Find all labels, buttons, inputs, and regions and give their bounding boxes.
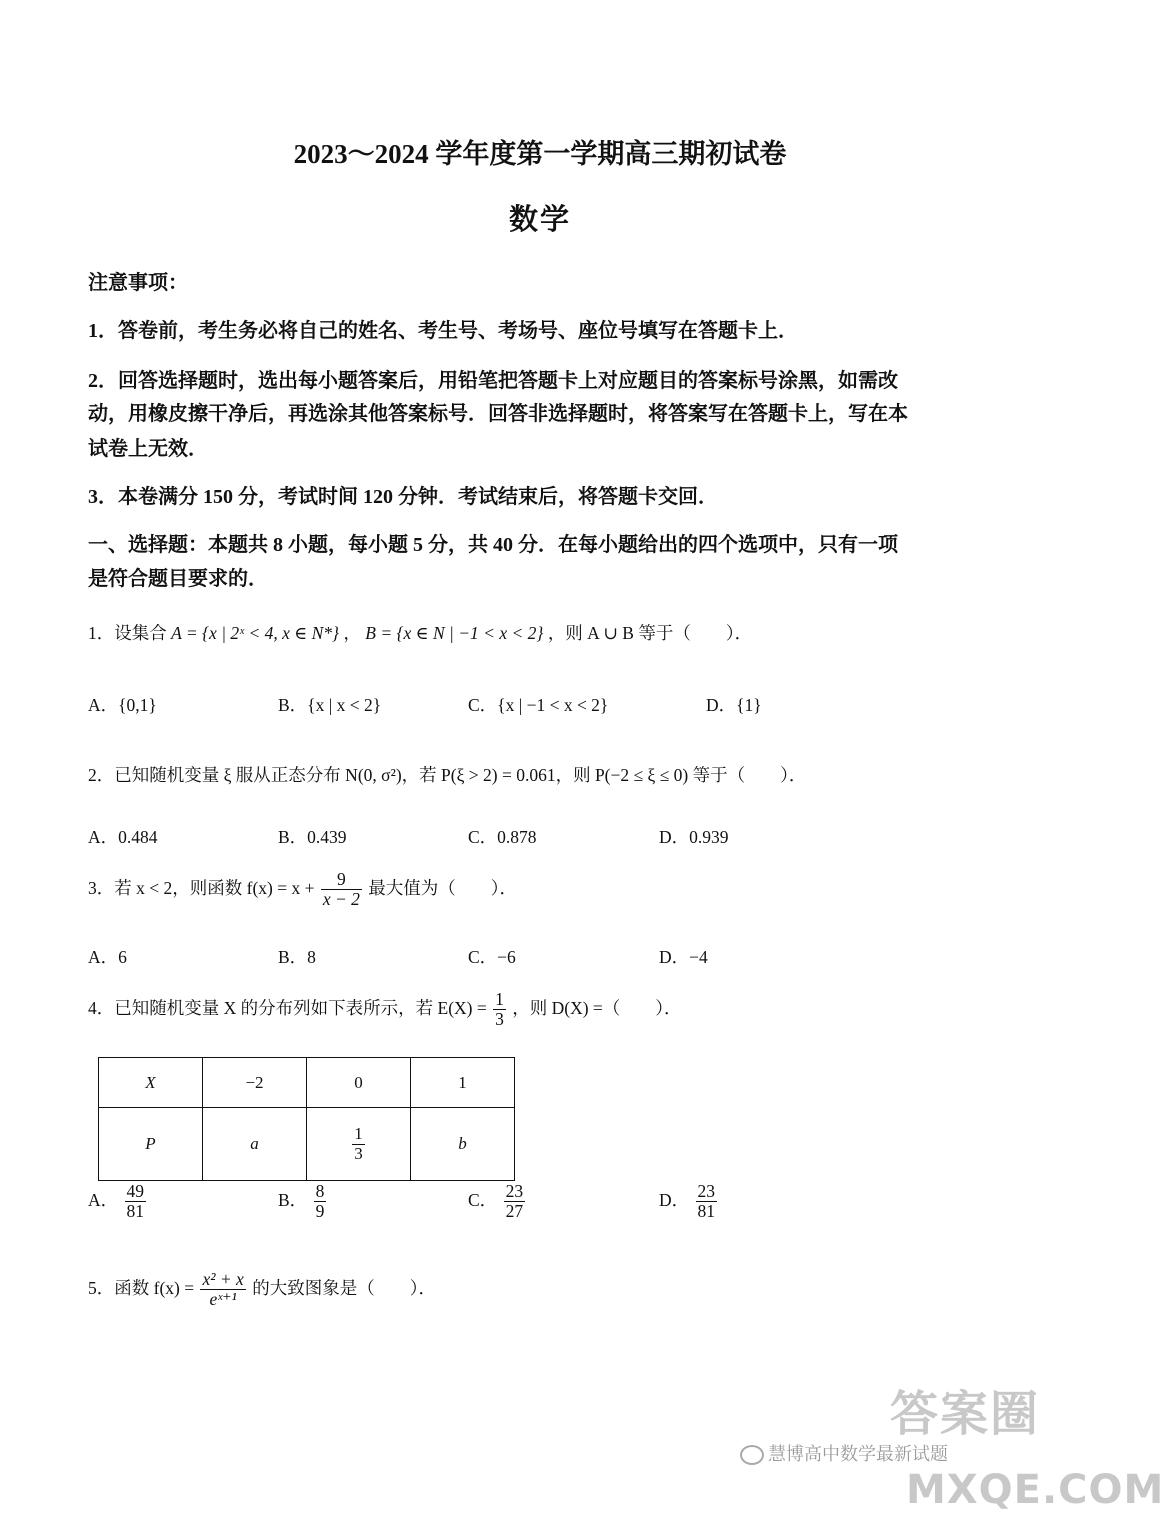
- table-row: [99, 1058, 515, 1108]
- distribution-table: [98, 1057, 515, 1181]
- option-denominator: 27: [505, 1201, 524, 1222]
- question-4-option-a: [88, 1182, 148, 1222]
- question-4-fraction-numerator: 1: [495, 989, 504, 1009]
- table-fraction-denominator: 3: [354, 1143, 363, 1163]
- question-3-fraction: [321, 870, 362, 910]
- question-1-tail: ，则 A ∪ B 等于（ ）．: [547, 623, 753, 643]
- notice-heading: 注意事项：: [88, 272, 188, 294]
- table-cell: P: [99, 1108, 203, 1181]
- wechat-account-name: 慧博高中数学最新试题: [768, 1444, 948, 1465]
- section-1-line-1: 一、选择题：本题共 8 小题，每小题 5 分，共 40 分．在每小题给出的四个选项中，只有一项: [88, 534, 898, 556]
- question-3-fraction-denominator: x − 2: [322, 889, 360, 910]
- option-fraction: [696, 1182, 718, 1222]
- question-3-lead: 3．若 x < 2，则函数 f(x) = x +: [88, 877, 315, 898]
- question-1: [88, 620, 988, 645]
- section-1-line-2: 是符合题目要求的．: [88, 568, 268, 590]
- question-3-option-c: C．−6: [468, 947, 516, 967]
- logo-url: MXQE.COM: [906, 1467, 1164, 1513]
- question-2-option-d: D．0.939: [659, 827, 729, 847]
- question-3: [88, 870, 988, 910]
- notice-item-2-line-1: 2．回答选择题时，选出每小题答案后，用铅笔把答题卡上对应题目的答案标号涂黑，如需改: [88, 370, 898, 392]
- question-5-lead: 5．函数 f(x) =: [88, 1277, 195, 1298]
- question-4: [88, 990, 988, 1030]
- table-cell: a: [203, 1108, 307, 1181]
- question-4-lead: 4．已知随机变量 X 的分布列如下表所示，若 E(X) =: [88, 997, 487, 1018]
- question-3-option-b: B．8: [278, 947, 316, 967]
- question-1-separator: ，: [343, 623, 361, 643]
- option-denominator: 9: [315, 1201, 325, 1222]
- question-1-option-a: A．{0,1}: [88, 695, 157, 715]
- logo-text: 答案圈: [890, 1386, 1041, 1442]
- option-denominator: 81: [697, 1201, 716, 1222]
- option-letter: B．: [278, 1189, 308, 1210]
- question-5-fraction-denominator: eˣ⁺¹: [209, 1289, 237, 1310]
- question-4-fraction: [493, 990, 506, 1030]
- table-fraction: [352, 1125, 365, 1163]
- question-2-option-c: C．0.878: [468, 827, 537, 847]
- option-denominator: 81: [126, 1201, 145, 1222]
- notice-item-2-line-3: 试卷上无效．: [88, 438, 208, 460]
- option-fraction: [125, 1182, 147, 1222]
- notice-item-2-line-2: 动，用橡皮擦干净后，再选涂其他答案标号．回答非选择题时，将答案写在答题卡上，写在本: [88, 403, 908, 425]
- wechat-watermark: [740, 1440, 948, 1466]
- question-2-option-b: B．0.439: [278, 827, 347, 847]
- question-5: [88, 1270, 988, 1310]
- option-numerator: 23: [505, 1181, 524, 1201]
- question-1-option-d: D．{1}: [706, 695, 762, 715]
- question-4-tail: ，则 D(X) =（ ）．: [512, 997, 682, 1018]
- question-3-fraction-numerator: 9: [321, 870, 362, 890]
- question-4-option-d: [659, 1182, 719, 1222]
- question-3-option-d: D．−4: [659, 947, 708, 967]
- question-1-number: 1．设集合: [88, 623, 167, 643]
- question-1-set-b: B = {x ∈ N | −1 < x < 2}: [365, 623, 544, 643]
- question-3-option-a: A．6: [88, 947, 127, 967]
- notice-item-1: 1．答卷前，考生务必将自己的姓名、考生号、考场号、座位号填写在答题卡上．: [88, 320, 798, 342]
- question-5-tail: 的大致图象是（ ）．: [252, 1277, 436, 1298]
- question-1-option-b: B．{x | x < 2}: [278, 695, 382, 715]
- table-row: [99, 1108, 515, 1181]
- question-1-set-a: A = {x | 2ˣ < 4, x ∈ N*}: [171, 623, 340, 643]
- option-fraction: [314, 1182, 327, 1222]
- option-letter: C．: [468, 1189, 498, 1210]
- table-cell: X: [99, 1058, 203, 1108]
- question-4-option-b: [278, 1182, 328, 1222]
- table-cell: 1: [411, 1058, 515, 1108]
- table-cell: [307, 1108, 411, 1181]
- question-3-tail: 最大值为（ ）．: [368, 877, 518, 898]
- wechat-icon: [740, 1445, 764, 1465]
- option-numerator: 8: [315, 1181, 325, 1201]
- option-numerator: 23: [697, 1181, 716, 1201]
- option-letter: D．: [659, 1189, 690, 1210]
- question-5-fraction: [200, 1270, 245, 1310]
- option-numerator: 49: [126, 1181, 145, 1201]
- question-2-option-a: A．0.484: [88, 827, 158, 847]
- question-1-option-c: C．{x | −1 < x < 2}: [468, 695, 609, 715]
- notice-item-3: 3．本卷满分 150 分，考试时间 120 分钟．考试结束后，将答题卡交回．: [88, 486, 718, 508]
- question-5-fraction-numerator: x² + x: [202, 1269, 244, 1289]
- question-4-fraction-denominator: 3: [495, 1009, 504, 1030]
- table-cell: −2: [203, 1058, 307, 1108]
- question-2: 2．已知随机变量 ξ 服从正态分布 N(0, σ²)，若 P(ξ > 2) = 0.061，则 P(−2 ≤ ξ ≤ 0) 等于（ ）．: [88, 765, 807, 785]
- table-cell: 0: [307, 1058, 411, 1108]
- table-cell: b: [411, 1108, 515, 1181]
- option-letter: A．: [88, 1189, 119, 1210]
- table-fraction-numerator: 1: [354, 1123, 363, 1143]
- question-4-option-c: [468, 1182, 527, 1222]
- subject-title: 数学: [508, 204, 571, 236]
- exam-title: 2023～2024 学年度第一学期高三期初试卷: [293, 139, 787, 169]
- option-fraction: [504, 1182, 526, 1222]
